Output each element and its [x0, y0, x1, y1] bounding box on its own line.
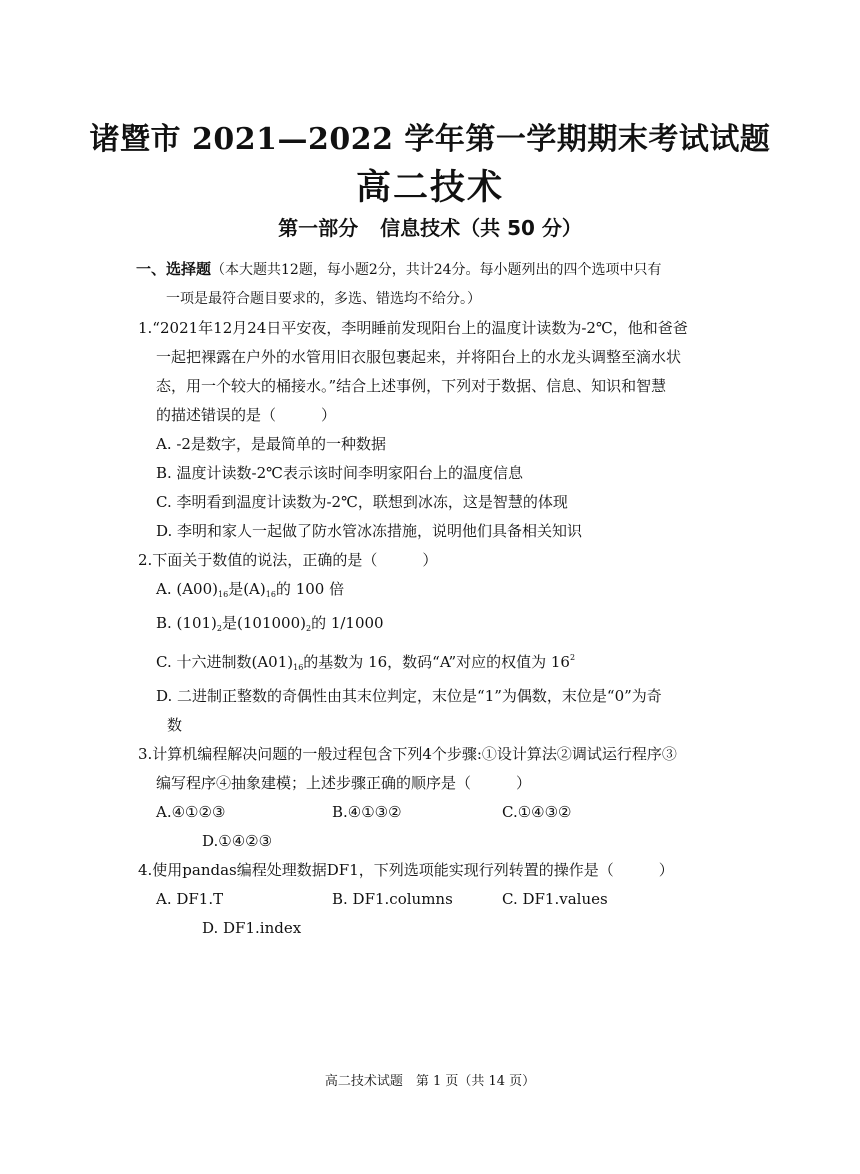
q4-stem: 4.使用pandas编程处理数据DF1，下列选项能实现行列转置的操作是（ ） — [138, 861, 674, 879]
q2-b-text2: 是(101000) — [222, 614, 306, 632]
section-title: 一、选择题 — [136, 260, 212, 278]
q1-stem-line1: 1.“2021年12月24日平安夜，李明睡前发现阳台上的温度计读数为-2℃，他和爸爸 — [138, 319, 688, 337]
q2-a-base1: 16 — [218, 590, 229, 599]
q1-option-a: A. -2是数字，是最简单的一种数据 — [156, 435, 386, 453]
q2-b-base2: 2 — [305, 624, 312, 633]
q3-option-a: A.④①②③ — [156, 803, 226, 821]
q2-c-text: C. 十六进制数(A01) — [156, 653, 294, 671]
part-heading — [0, 212, 860, 241]
section-heading — [136, 255, 724, 285]
questions-body — [138, 255, 724, 943]
q3-option-b: B.④①③② — [332, 803, 402, 821]
q4-options-row — [138, 885, 724, 914]
q4-option-c: C. DF1.values — [502, 890, 608, 908]
q2-b-text3: 的 1/1000 — [311, 614, 384, 632]
q1-option-c: C. 李明看到温度计读数为-2℃，联想到冰冻，这是智慧的体现 — [156, 493, 568, 511]
q2-a-text3: 的 100 倍 — [275, 580, 345, 598]
q2-c-text2: 的基数为 16，数码“A”对应的权值为 16 — [303, 653, 570, 671]
q2-b-text: B. (101) — [156, 614, 217, 632]
q3-options-row — [138, 798, 724, 827]
q2-a-base2: 16 — [265, 590, 276, 599]
q2-c-base: 16 — [293, 663, 304, 672]
q1-stem-line2: 一起把裸露在户外的水管用旧衣服包裹起来，并将阳台上的水龙头调整至滴水状 — [156, 348, 682, 366]
q2-a-text: A. (A00) — [156, 580, 218, 598]
section-note-line2: 一项是最符合题目要求的，多选、错选均不给分。） — [166, 291, 481, 307]
q2-a-text2: 是(A) — [228, 580, 266, 598]
q1-option-b: B. 温度计读数-2℃表示该时间李明家阳台上的温度信息 — [156, 464, 523, 482]
q1-option-d: D. 李明和家人一起做了防水管冰冻措施，说明他们具备相关知识 — [156, 522, 583, 540]
q2-stem: 2.下面关于数值的说法，正确的是（ ） — [138, 551, 438, 569]
q4-option-b: B. DF1.columns — [332, 890, 453, 908]
q2-option-b — [138, 609, 724, 643]
q4-option-d: D. DF1.index — [202, 919, 302, 937]
q2-c-exponent: 2 — [569, 653, 576, 662]
subject-title: 高二技术 — [355, 167, 504, 208]
q3-option-d: D.①④②③ — [202, 832, 273, 850]
q3-option-c: C.①④③② — [502, 803, 572, 821]
q2-option-a — [138, 575, 724, 609]
q1-stem-line4: 的描述错误的是（ ） — [156, 406, 337, 424]
q3-stem-line2: 编写程序④抽象建模；上述步骤正确的顺序是（ ） — [156, 774, 532, 792]
page-footer: 高二技术试题 第 1 页（共 14 页） — [324, 1074, 536, 1089]
q2-option-d-line2: 数 — [167, 716, 183, 734]
q1-stem-line3: 态，用一个较大的桶接水。”结合上述事例，下列对于数据、信息、知识和智慧 — [156, 377, 667, 395]
q4-option-a: A. DF1.T — [156, 890, 224, 908]
q2-option-d-line1: D. 二进制正整数的奇偶性由其末位判定，末位是“1”为偶数，末位是“0”为奇 — [156, 687, 662, 705]
q2-option-c — [138, 643, 724, 682]
section-note-line1: （本大题共12题，每小题2分，共计24分。每小题列出的四个选项中只有 — [211, 262, 662, 278]
part-name: 信息技术（共 50 分） — [380, 216, 582, 240]
part-number: 第一部分 — [278, 216, 359, 240]
exam-title: 诸暨市 2021—2022 学年第一学期期末考试试题 — [89, 122, 771, 157]
q3-stem-line1: 3.计算机编程解决问题的一般过程包含下列4个步骤:①设计算法②调试运行程序③ — [138, 745, 677, 763]
q2-b-base1: 2 — [216, 624, 222, 633]
